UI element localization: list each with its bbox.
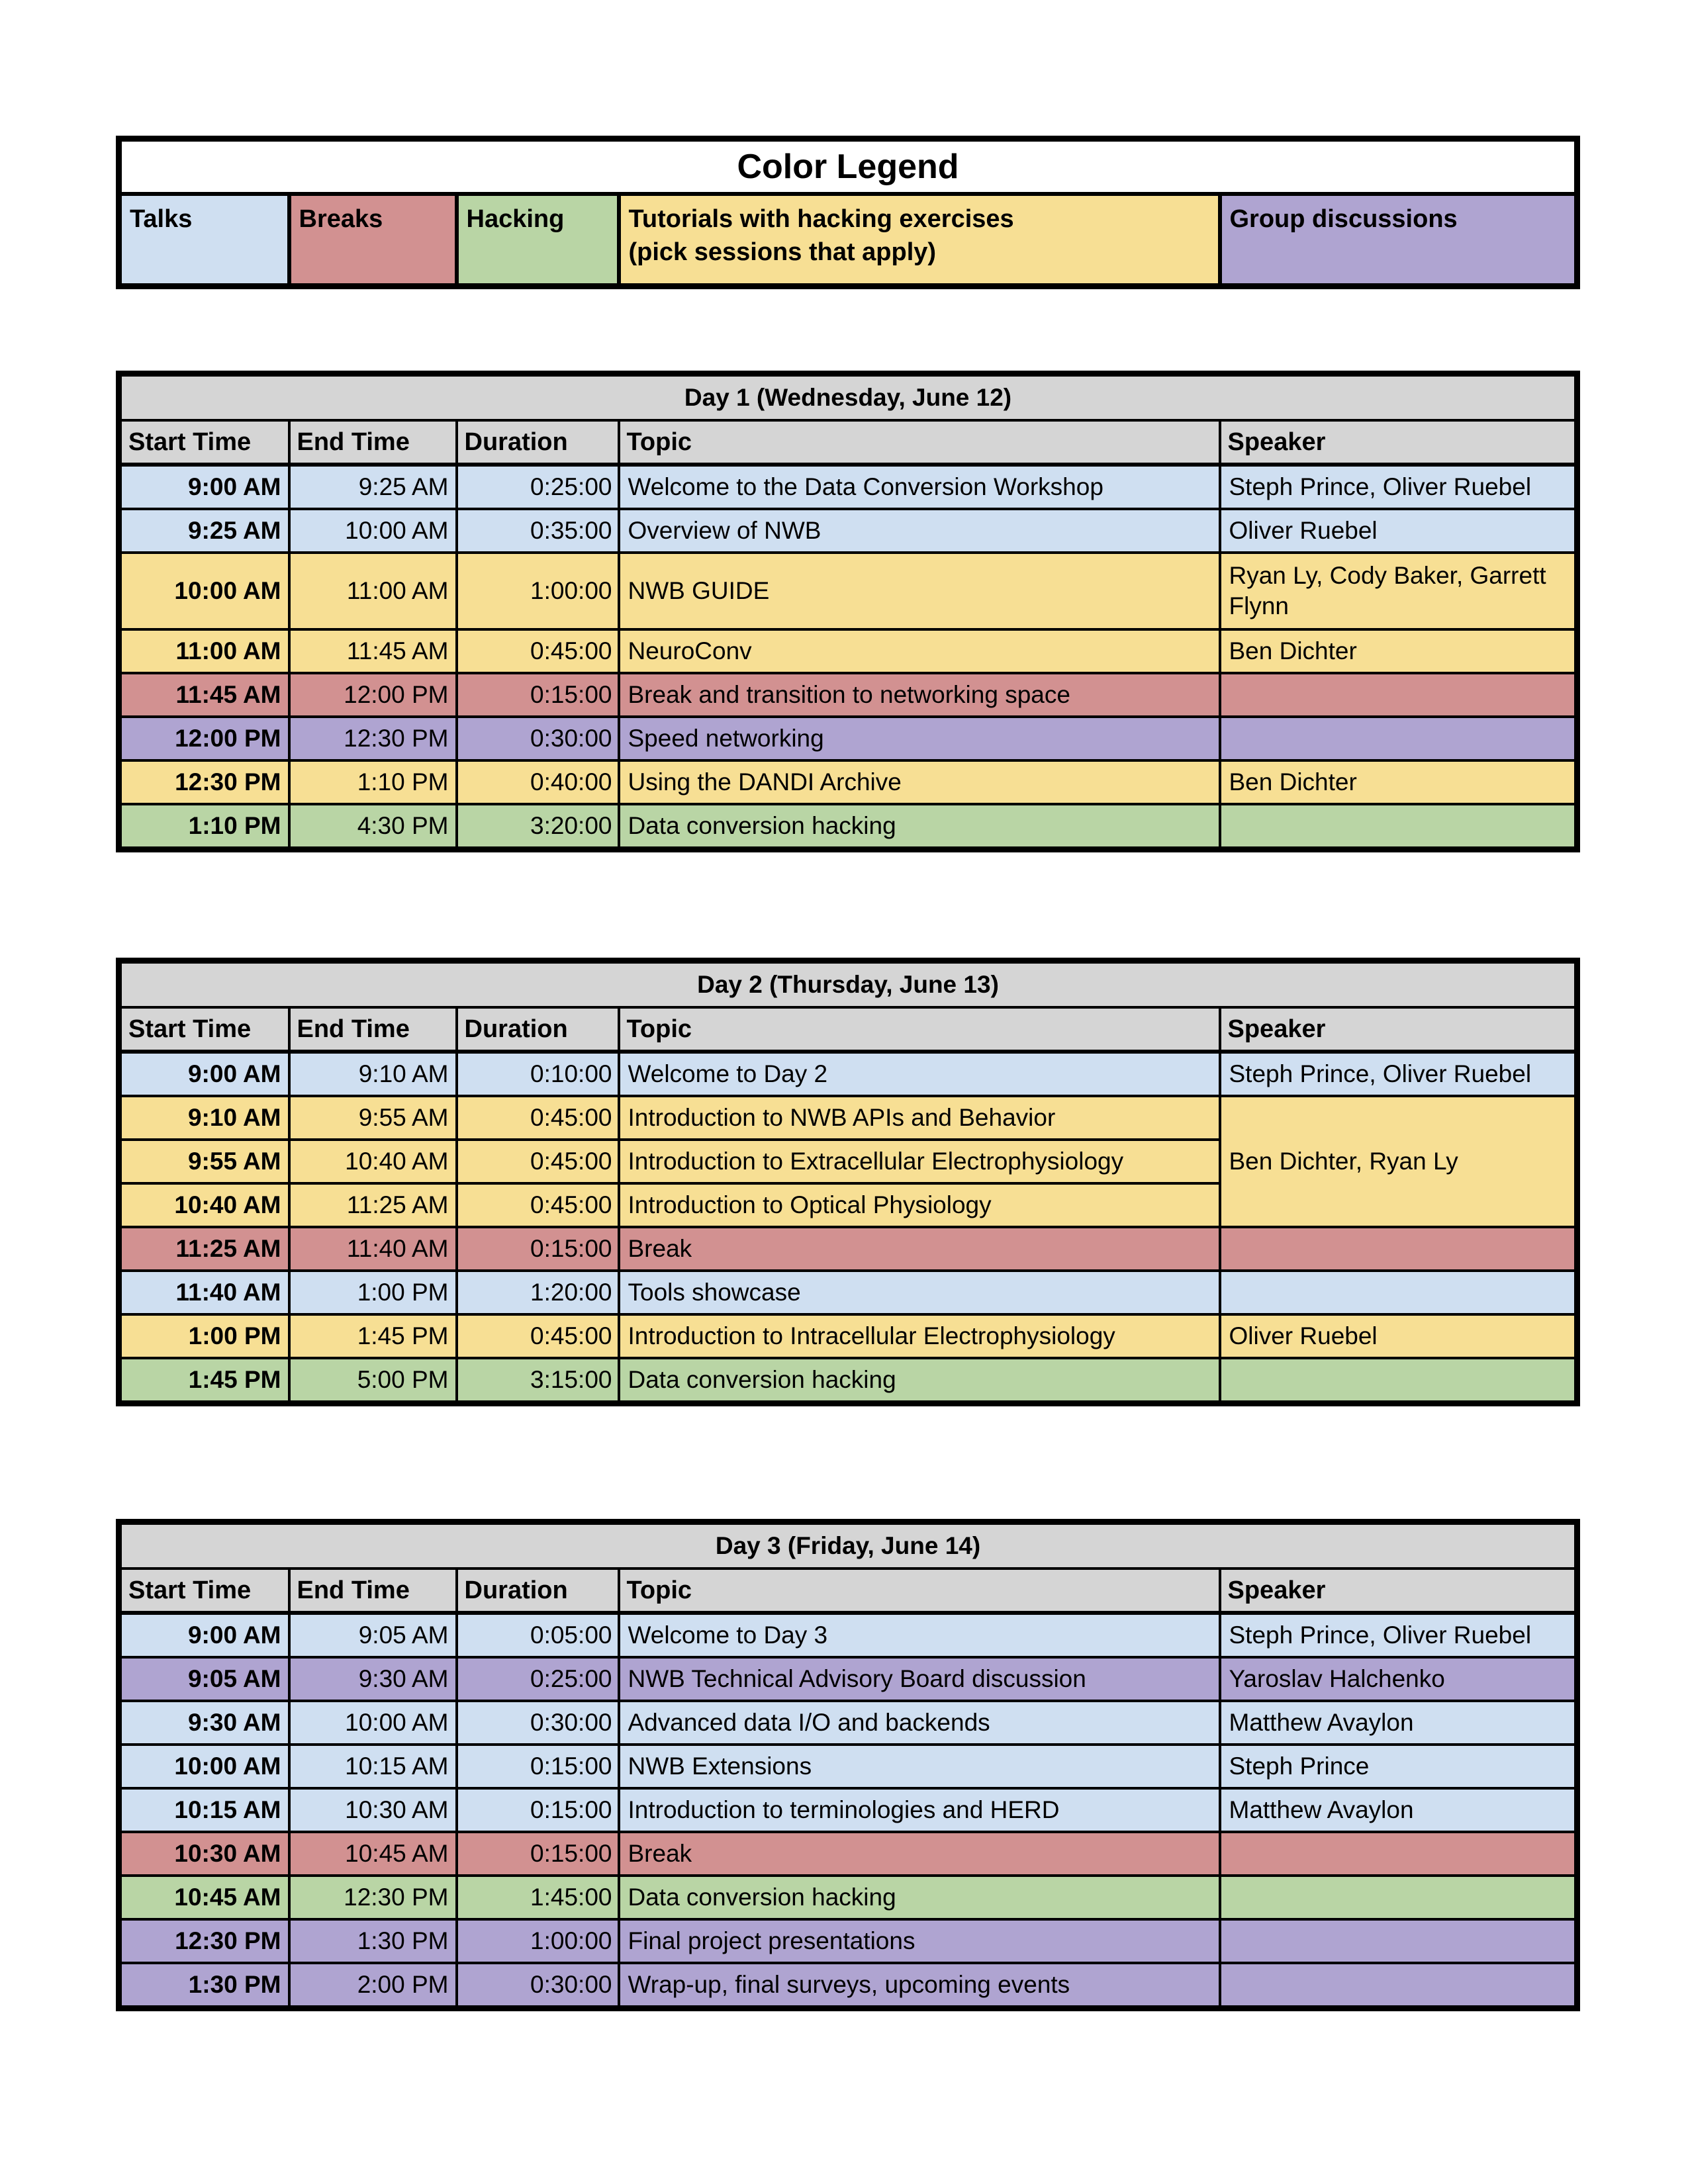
start-time-cell: 10:15 AM bbox=[119, 1788, 289, 1832]
schedule-row bbox=[119, 1701, 1577, 1745]
end-time-cell: 4:30 PM bbox=[289, 804, 457, 850]
topic-cell: NeuroConv bbox=[619, 629, 1220, 673]
speaker-cell bbox=[1220, 1919, 1577, 1963]
end-time-cell: 9:10 AM bbox=[289, 1052, 457, 1096]
legend-item-hacking: Hacking bbox=[457, 194, 619, 287]
column-header-start-time-cell: Start Time bbox=[119, 1569, 289, 1613]
topic-cell: Welcome to Day 2 bbox=[619, 1052, 1220, 1096]
speaker-cell: Ben Dichter, Ryan Ly bbox=[1220, 1096, 1577, 1227]
start-time-cell: 11:25 AM bbox=[119, 1227, 289, 1271]
column-header-start-time-cell: Start Time bbox=[119, 420, 289, 465]
end-time-cell: 10:45 AM bbox=[289, 1832, 457, 1876]
duration-cell: 0:15:00 bbox=[457, 1745, 619, 1788]
topic-cell: Break and transition to networking space bbox=[619, 673, 1220, 717]
schedule-row bbox=[119, 629, 1577, 673]
speaker-cell bbox=[1220, 804, 1577, 850]
topic-cell: Tools showcase bbox=[619, 1271, 1220, 1314]
duration-cell: 3:15:00 bbox=[457, 1358, 619, 1404]
topic-cell: Wrap-up, final surveys, upcoming events bbox=[619, 1963, 1220, 2009]
topic-cell: Data conversion hacking bbox=[619, 804, 1220, 850]
schedule-row bbox=[119, 1963, 1577, 2009]
end-time-cell: 12:00 PM bbox=[289, 673, 457, 717]
start-time-cell: 9:10 AM bbox=[119, 1096, 289, 1140]
start-time-cell: 11:00 AM bbox=[119, 629, 289, 673]
start-time-cell: 10:30 AM bbox=[119, 1832, 289, 1876]
duration-cell: 0:45:00 bbox=[457, 1183, 619, 1227]
end-time-cell: 9:30 AM bbox=[289, 1657, 457, 1701]
start-time-cell: 10:45 AM bbox=[119, 1876, 289, 1919]
schedule-row bbox=[119, 1613, 1577, 1657]
duration-cell: 0:25:00 bbox=[457, 465, 619, 509]
day-title: Day 2 (Thursday, June 13) bbox=[119, 961, 1577, 1008]
duration-cell: 0:15:00 bbox=[457, 1832, 619, 1876]
speaker-cell: Oliver Ruebel bbox=[1220, 1314, 1577, 1358]
schedule-row bbox=[119, 1227, 1577, 1271]
end-time-cell: 9:55 AM bbox=[289, 1096, 457, 1140]
legend-title: Color Legend bbox=[119, 139, 1577, 195]
day-2-table bbox=[116, 958, 1580, 1406]
duration-cell: 0:30:00 bbox=[457, 1701, 619, 1745]
speaker-cell bbox=[1220, 1358, 1577, 1404]
legend-row bbox=[119, 194, 1577, 287]
duration-cell: 1:00:00 bbox=[457, 553, 619, 629]
duration-cell: 0:45:00 bbox=[457, 1140, 619, 1183]
topic-cell: Welcome to Day 3 bbox=[619, 1613, 1220, 1657]
duration-cell: 0:05:00 bbox=[457, 1613, 619, 1657]
topic-cell: Introduction to terminologies and HERD bbox=[619, 1788, 1220, 1832]
start-time-cell: 12:00 PM bbox=[119, 717, 289, 760]
speaker-cell: Ben Dichter bbox=[1220, 760, 1577, 804]
column-header-speaker-cell: Speaker bbox=[1220, 1569, 1577, 1613]
speaker-cell: Steph Prince bbox=[1220, 1745, 1577, 1788]
duration-cell: 0:45:00 bbox=[457, 1096, 619, 1140]
schedule-row bbox=[119, 1271, 1577, 1314]
topic-cell: Introduction to Extracellular Electrophysiology bbox=[619, 1140, 1220, 1183]
column-header-topic-cell: Topic bbox=[619, 1569, 1220, 1613]
duration-cell: 0:25:00 bbox=[457, 1657, 619, 1701]
start-time-cell: 12:30 PM bbox=[119, 760, 289, 804]
schedule-row bbox=[119, 1358, 1577, 1404]
end-time-cell: 10:30 AM bbox=[289, 1788, 457, 1832]
speaker-cell: Ryan Ly, Cody Baker, Garrett Flynn bbox=[1220, 553, 1577, 629]
topic-cell: Using the DANDI Archive bbox=[619, 760, 1220, 804]
column-header-start-time-cell: Start Time bbox=[119, 1007, 289, 1052]
topic-cell: Speed networking bbox=[619, 717, 1220, 760]
start-time-cell: 1:00 PM bbox=[119, 1314, 289, 1358]
schedule-row bbox=[119, 1657, 1577, 1701]
topic-cell: Advanced data I/O and backends bbox=[619, 1701, 1220, 1745]
end-time-cell: 11:40 AM bbox=[289, 1227, 457, 1271]
end-time-cell: 10:15 AM bbox=[289, 1745, 457, 1788]
topic-cell: Data conversion hacking bbox=[619, 1358, 1220, 1404]
speaker-cell bbox=[1220, 717, 1577, 760]
topic-cell: Break bbox=[619, 1832, 1220, 1876]
column-header-speaker-cell: Speaker bbox=[1220, 420, 1577, 465]
end-time-cell: 12:30 PM bbox=[289, 717, 457, 760]
topic-cell: Break bbox=[619, 1227, 1220, 1271]
duration-cell: 1:20:00 bbox=[457, 1271, 619, 1314]
end-time-cell: 10:40 AM bbox=[289, 1140, 457, 1183]
topic-cell: NWB Technical Advisory Board discussion bbox=[619, 1657, 1220, 1701]
schedule-row bbox=[119, 1745, 1577, 1788]
start-time-cell: 9:00 AM bbox=[119, 1052, 289, 1096]
end-time-cell: 1:00 PM bbox=[289, 1271, 457, 1314]
column-header-end-time-cell: End Time bbox=[289, 1569, 457, 1613]
column-header-row bbox=[119, 420, 1577, 465]
topic-cell: Welcome to the Data Conversion Workshop bbox=[619, 465, 1220, 509]
end-time-cell: 1:30 PM bbox=[289, 1919, 457, 1963]
speaker-cell bbox=[1220, 1271, 1577, 1314]
end-time-cell: 11:25 AM bbox=[289, 1183, 457, 1227]
start-time-cell: 11:40 AM bbox=[119, 1271, 289, 1314]
day-title: Day 3 (Friday, June 14) bbox=[119, 1522, 1577, 1569]
start-time-cell: 9:25 AM bbox=[119, 509, 289, 553]
start-time-cell: 1:30 PM bbox=[119, 1963, 289, 2009]
column-header-topic-cell: Topic bbox=[619, 420, 1220, 465]
legend-item-tutorials-line1: Tutorials with hacking exercises bbox=[628, 205, 1014, 233]
topic-cell: Overview of NWB bbox=[619, 509, 1220, 553]
schedule-row bbox=[119, 804, 1577, 850]
column-header-end-time-cell: End Time bbox=[289, 420, 457, 465]
duration-cell: 0:15:00 bbox=[457, 1788, 619, 1832]
speaker-cell: Steph Prince, Oliver Ruebel bbox=[1220, 1613, 1577, 1657]
start-time-cell: 12:30 PM bbox=[119, 1919, 289, 1963]
speaker-cell: Ben Dichter bbox=[1220, 629, 1577, 673]
schedule-tables bbox=[116, 371, 1574, 2011]
speaker-cell bbox=[1220, 1963, 1577, 2009]
start-time-cell: 10:40 AM bbox=[119, 1183, 289, 1227]
schedule-row bbox=[119, 1832, 1577, 1876]
duration-cell: 3:20:00 bbox=[457, 804, 619, 850]
topic-cell: Introduction to Optical Physiology bbox=[619, 1183, 1220, 1227]
column-header-end-time-cell: End Time bbox=[289, 1007, 457, 1052]
schedule-row bbox=[119, 509, 1577, 553]
start-time-cell: 9:00 AM bbox=[119, 1613, 289, 1657]
topic-cell: NWB GUIDE bbox=[619, 553, 1220, 629]
legend-item-breaks: Breaks bbox=[289, 194, 457, 287]
topic-cell: Final project presentations bbox=[619, 1919, 1220, 1963]
column-header-duration-cell: Duration bbox=[457, 1007, 619, 1052]
day-3-table bbox=[116, 1519, 1580, 2011]
speaker-cell: Oliver Ruebel bbox=[1220, 509, 1577, 553]
speaker-cell: Steph Prince, Oliver Ruebel bbox=[1220, 1052, 1577, 1096]
schedule-row bbox=[119, 1314, 1577, 1358]
duration-cell: 0:15:00 bbox=[457, 673, 619, 717]
schedule-row bbox=[119, 1919, 1577, 1963]
end-time-cell: 10:00 AM bbox=[289, 1701, 457, 1745]
end-time-cell: 10:00 AM bbox=[289, 509, 457, 553]
start-time-cell: 1:45 PM bbox=[119, 1358, 289, 1404]
legend-table bbox=[116, 136, 1580, 289]
legend-item-tutorials bbox=[619, 194, 1220, 287]
schedule-row bbox=[119, 717, 1577, 760]
duration-cell: 0:30:00 bbox=[457, 1963, 619, 2009]
speaker-cell: Matthew Avaylon bbox=[1220, 1788, 1577, 1832]
schedule-row bbox=[119, 760, 1577, 804]
topic-cell: Introduction to NWB APIs and Behavior bbox=[619, 1096, 1220, 1140]
start-time-cell: 10:00 AM bbox=[119, 1745, 289, 1788]
duration-cell: 0:45:00 bbox=[457, 1314, 619, 1358]
column-header-speaker-cell: Speaker bbox=[1220, 1007, 1577, 1052]
start-time-cell: 9:55 AM bbox=[119, 1140, 289, 1183]
column-header-duration-cell: Duration bbox=[457, 1569, 619, 1613]
schedule-row bbox=[119, 465, 1577, 509]
end-time-cell: 5:00 PM bbox=[289, 1358, 457, 1404]
duration-cell: 0:35:00 bbox=[457, 509, 619, 553]
column-header-row bbox=[119, 1569, 1577, 1613]
topic-cell: Data conversion hacking bbox=[619, 1876, 1220, 1919]
legend-item-group-discussions: Group discussions bbox=[1220, 194, 1577, 287]
end-time-cell: 11:00 AM bbox=[289, 553, 457, 629]
schedule-row bbox=[119, 1096, 1577, 1140]
schedule-row bbox=[119, 553, 1577, 629]
start-time-cell: 10:00 AM bbox=[119, 553, 289, 629]
end-time-cell: 11:45 AM bbox=[289, 629, 457, 673]
end-time-cell: 1:10 PM bbox=[289, 760, 457, 804]
column-header-duration-cell: Duration bbox=[457, 420, 619, 465]
end-time-cell: 2:00 PM bbox=[289, 1963, 457, 2009]
start-time-cell: 11:45 AM bbox=[119, 673, 289, 717]
column-header-topic-cell: Topic bbox=[619, 1007, 1220, 1052]
speaker-cell bbox=[1220, 1227, 1577, 1271]
schedule-row bbox=[119, 1788, 1577, 1832]
legend-item-talks: Talks bbox=[119, 194, 289, 287]
end-time-cell: 9:25 AM bbox=[289, 465, 457, 509]
day-1-table bbox=[116, 371, 1580, 852]
end-time-cell: 12:30 PM bbox=[289, 1876, 457, 1919]
end-time-cell: 1:45 PM bbox=[289, 1314, 457, 1358]
schedule-row bbox=[119, 1876, 1577, 1919]
duration-cell: 1:45:00 bbox=[457, 1876, 619, 1919]
speaker-cell: Steph Prince, Oliver Ruebel bbox=[1220, 465, 1577, 509]
duration-cell: 1:00:00 bbox=[457, 1919, 619, 1963]
duration-cell: 0:45:00 bbox=[457, 629, 619, 673]
legend-item-tutorials-line2: (pick sessions that apply) bbox=[628, 238, 937, 266]
speaker-cell bbox=[1220, 1876, 1577, 1919]
start-time-cell: 1:10 PM bbox=[119, 804, 289, 850]
duration-cell: 0:15:00 bbox=[457, 1227, 619, 1271]
topic-cell: Introduction to Intracellular Electrophysiology bbox=[619, 1314, 1220, 1358]
duration-cell: 0:40:00 bbox=[457, 760, 619, 804]
start-time-cell: 9:05 AM bbox=[119, 1657, 289, 1701]
topic-cell: NWB Extensions bbox=[619, 1745, 1220, 1788]
end-time-cell: 9:05 AM bbox=[289, 1613, 457, 1657]
speaker-cell: Matthew Avaylon bbox=[1220, 1701, 1577, 1745]
start-time-cell: 9:00 AM bbox=[119, 465, 289, 509]
day-title: Day 1 (Wednesday, June 12) bbox=[119, 374, 1577, 421]
duration-cell: 0:10:00 bbox=[457, 1052, 619, 1096]
speaker-cell bbox=[1220, 673, 1577, 717]
start-time-cell: 9:30 AM bbox=[119, 1701, 289, 1745]
speaker-cell: Yaroslav Halchenko bbox=[1220, 1657, 1577, 1701]
duration-cell: 0:30:00 bbox=[457, 717, 619, 760]
column-header-row bbox=[119, 1007, 1577, 1052]
schedule-row bbox=[119, 1052, 1577, 1096]
schedule-row bbox=[119, 673, 1577, 717]
speaker-cell bbox=[1220, 1832, 1577, 1876]
